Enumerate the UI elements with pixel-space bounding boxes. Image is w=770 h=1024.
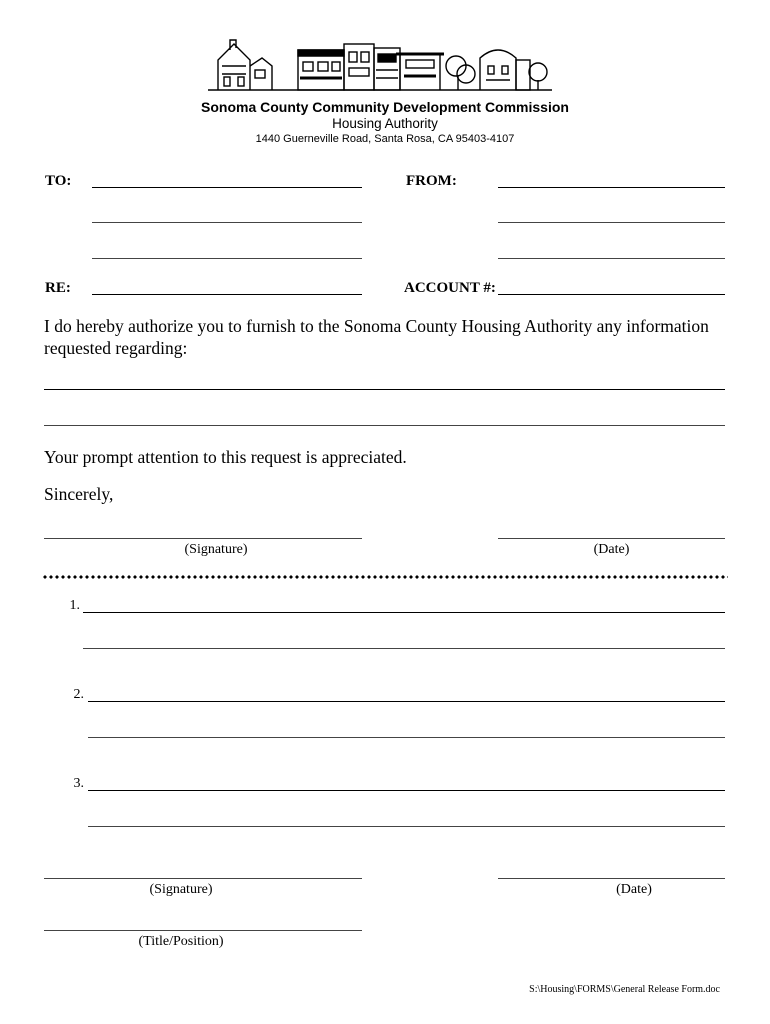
signature-line[interactable] <box>44 538 362 539</box>
account-line[interactable] <box>498 294 725 295</box>
signature-caption: (Signature) <box>184 542 248 557</box>
title-position-line[interactable] <box>44 930 362 931</box>
from-line-3[interactable] <box>498 258 725 259</box>
item-3-line-2[interactable] <box>88 826 725 827</box>
regarding-line-2[interactable] <box>44 425 725 426</box>
address: 1440 Guerneville Road, Santa Rosa, CA 95403-4107 <box>255 133 515 145</box>
to-label: TO: <box>45 173 72 189</box>
date-caption: (Date) <box>593 542 630 557</box>
from-line-2[interactable] <box>498 222 725 223</box>
file-path-footer: S:\Housing\FORMS\General Release Form.doc <box>529 984 720 995</box>
item-1-line-2[interactable] <box>83 648 725 649</box>
item-number-2: 2. <box>73 687 84 702</box>
authorization-text: I do hereby authorize you to furnish to the Sonoma County Housing Authority any information requested regarding: <box>44 316 709 358</box>
signature-caption-2: (Signature) <box>149 882 213 897</box>
title-position-caption: (Title/Position) <box>138 934 224 949</box>
item-3-line-1[interactable] <box>88 790 725 791</box>
re-line[interactable] <box>92 294 362 295</box>
from-label: FROM: <box>406 173 457 189</box>
date-line[interactable] <box>498 538 725 539</box>
date-line-2[interactable] <box>498 878 725 879</box>
sincerely-text: Sincerely, <box>44 484 114 504</box>
re-label: RE: <box>45 280 71 296</box>
town-logo <box>208 36 552 94</box>
item-2-line-2[interactable] <box>88 737 725 738</box>
prompt-text: Your prompt attention to this request is appreciated. <box>44 447 407 467</box>
item-number-3: 3. <box>73 776 84 791</box>
organization-name: Sonoma County Community Development Commission <box>201 99 569 115</box>
to-line-3[interactable] <box>92 258 362 259</box>
item-number-1: 1. <box>69 598 80 613</box>
from-line-1[interactable] <box>498 187 725 188</box>
regarding-line-1[interactable] <box>44 389 725 390</box>
department-name: Housing Authority <box>332 116 438 131</box>
item-1-line-1[interactable] <box>83 612 725 613</box>
date-caption-2: (Date) <box>616 882 652 897</box>
item-2-line-1[interactable] <box>88 701 725 702</box>
to-line-1[interactable] <box>92 187 362 188</box>
account-label: ACCOUNT #: <box>404 280 496 296</box>
dotted-divider <box>42 575 728 579</box>
signature-line-2[interactable] <box>44 878 362 879</box>
to-line-2[interactable] <box>92 222 362 223</box>
